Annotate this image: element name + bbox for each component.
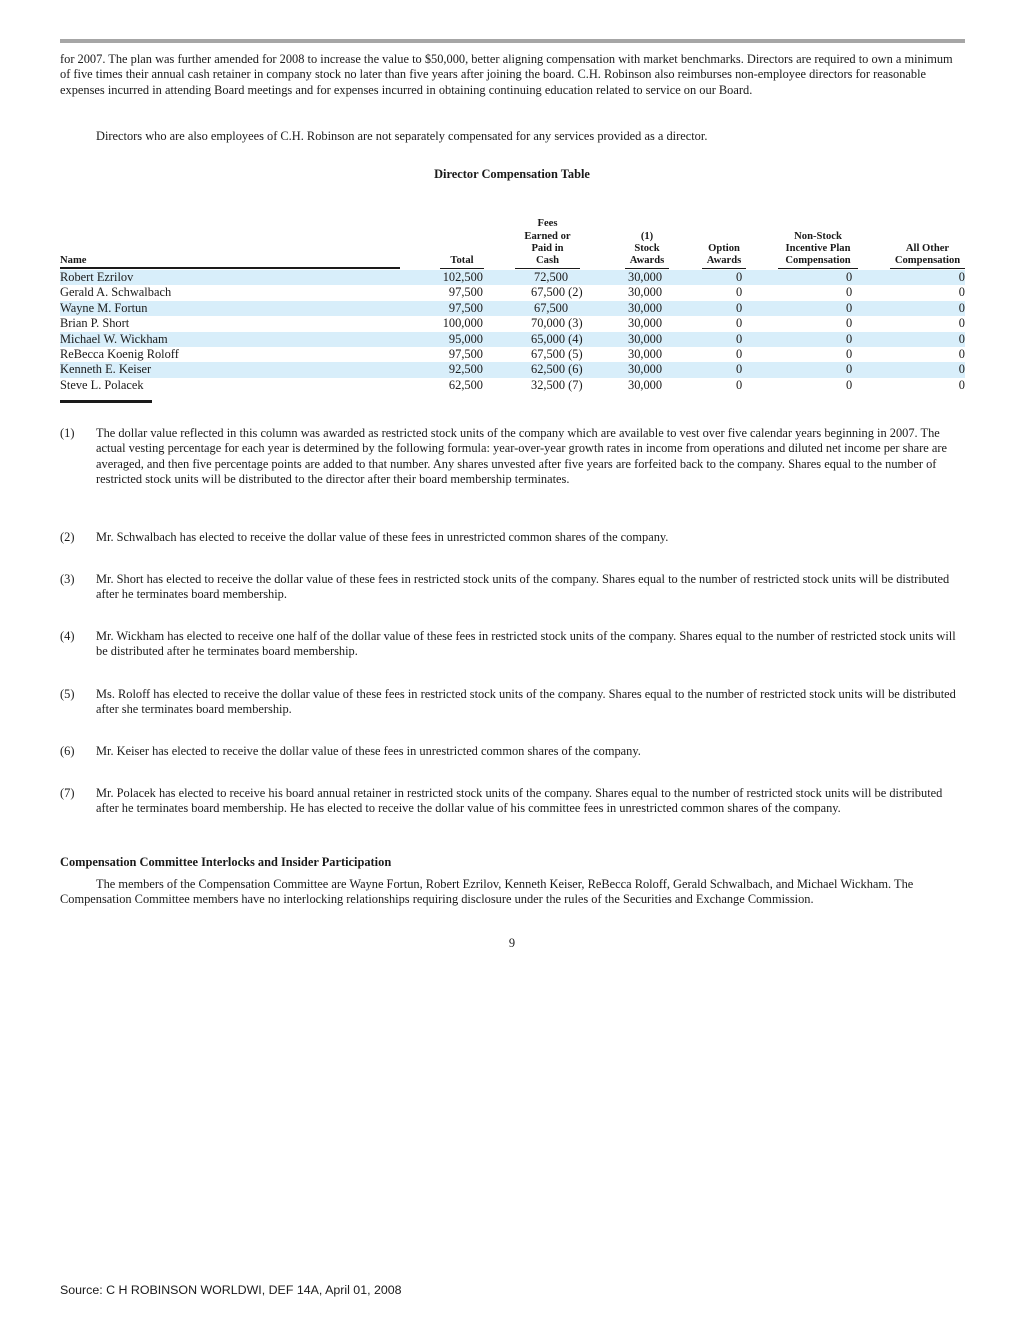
cell-total: 95,000 bbox=[448, 331, 483, 346]
header-stock-1: (1) bbox=[640, 230, 654, 242]
cell-name: Wayne M. Fortun bbox=[60, 300, 148, 315]
header-total: Total bbox=[440, 255, 484, 269]
cell-option: 0 bbox=[736, 316, 743, 331]
cell-nonstock: 0 bbox=[846, 347, 853, 361]
cell-option: 0 bbox=[736, 331, 743, 346]
footnote-6 bbox=[60, 744, 965, 759]
header-option-1: Option bbox=[708, 243, 740, 254]
cell-total: 100,000 bbox=[442, 316, 483, 331]
footnote-number: (2) bbox=[60, 530, 75, 544]
cell-other: 0 bbox=[958, 300, 965, 315]
cell-name: Robert Ezrilov bbox=[60, 270, 134, 284]
footnote-text: The dollar value reflected in this column was awarded as restricted stock units of the company which are available to vest over five calendar years beginning in 2007. The actual vesting percentage for each year is determined by the following formula: year-over-year growth rates in income from operations and diluted net income per share are averaged, and then five percentage points are added to that number. Any shares unvested after five years are forfeited back to the company. Shares equal to the number of restricted stock units will be distributed to the director after their board membership terminates. bbox=[96, 426, 948, 487]
cell-name: Michael W. Wickham bbox=[60, 331, 168, 346]
page-number: 9 bbox=[508, 936, 516, 950]
footnote-5 bbox=[60, 687, 965, 718]
cell-nonstock: 0 bbox=[846, 331, 853, 346]
footnote-text: Mr. Wickham has elected to receive one half of the dollar value of these fees in restricted stock units of the company. Shares equal to the number of restricted stock units will be distributed after he terminates board membership. bbox=[96, 629, 956, 659]
footnote-text: Mr. Keiser has elected to receive the dollar value of these fees in unrestricted common shares of the company. bbox=[96, 744, 641, 758]
header-fees-1: Fees bbox=[537, 218, 558, 229]
footnote-text: Ms. Roloff has elected to receive the dollar value of these fees in restricted stock units of the company. Shares equal to the number of restricted stock units will be distributed after she terminates board membership. bbox=[96, 687, 956, 717]
footnote-number: (6) bbox=[60, 744, 75, 758]
header-other-1: All Other bbox=[905, 243, 950, 254]
footnote-text: Mr. Schwalbach has elected to receive the dollar value of these fees in unrestricted common shares of the company. bbox=[96, 530, 669, 544]
cell-total: 102,500 bbox=[442, 270, 483, 284]
cell-other: 0 bbox=[958, 377, 965, 392]
cell-total: 97,500 bbox=[448, 347, 483, 361]
header-fees-3: Paid in bbox=[531, 243, 564, 254]
header-nonstock-3: Compensation bbox=[778, 255, 858, 269]
header-option-2: Awards bbox=[702, 255, 746, 269]
intro-paragraph-1: for 2007. The plan was further amended for 2008 to increase the value to $50,000, better aligning compensation with market benchmarks. Directors are required to own a minimum of five times their annual cash retainer in company stock no later than five years after joining the board. C.H. Robinson also reimburses non-employee directors for reasonable expenses incurred in attending Board meetings and for expenses incurred in obtaining continuing education related to service on our Board. bbox=[60, 52, 953, 97]
cell-option: 0 bbox=[736, 347, 743, 361]
footnote-divider bbox=[60, 400, 152, 403]
committee-paragraph: The members of the Compensation Committee are Wayne Fortun, Robert Ezrilov, Kenneth Keiser, ReBecca Roloff, Gerald Schwalbach, and Michael Wickham. The Compensation Committee members have no interlocking relationships requiring disclosure under the rules of the Securities and Exchange Commission. bbox=[60, 877, 914, 907]
intro-paragraph-2: Directors who are also employees of C.H. Robinson are not separately compensated for any services provided as a director. bbox=[96, 129, 708, 143]
cell-stock: 30,000 bbox=[628, 300, 663, 315]
footnote-number: (1) bbox=[60, 426, 75, 440]
top-divider bbox=[60, 39, 965, 43]
cell-other: 0 bbox=[958, 270, 965, 284]
cell-fees: 65,000 (4) bbox=[531, 331, 583, 346]
footnote-text: Mr. Short has elected to receive the dollar value of these fees in restricted stock units of the company. Shares equal to the number of restricted stock units will be distributed after he terminates board membership. bbox=[96, 572, 950, 602]
header-stock-2: Stock bbox=[634, 243, 660, 254]
footnote-text: Mr. Polacek has elected to receive his board annual retainer in restricted stock units of the company. Shares equal to the number of restricted stock units will be distributed after he terminates board membership. He has elected to receive the dollar value of his committee fees in unrestricted common shares of the company. bbox=[96, 786, 943, 816]
cell-fees: 32,500 (7) bbox=[531, 377, 583, 392]
table-row bbox=[60, 316, 965, 331]
header-stock-3: Awards bbox=[625, 255, 669, 269]
header-nonstock-1: Non-Stock bbox=[794, 230, 842, 242]
cell-name: Gerald A. Schwalbach bbox=[60, 285, 172, 300]
table-row bbox=[60, 285, 965, 300]
footnote-2 bbox=[60, 530, 965, 545]
table-row bbox=[60, 362, 965, 377]
cell-name: Kenneth E. Keiser bbox=[60, 362, 152, 377]
cell-stock: 30,000 bbox=[628, 377, 663, 392]
header-nonstock-2: Incentive Plan bbox=[785, 243, 851, 254]
cell-fees: 67,500 (2) bbox=[531, 285, 583, 300]
committee-heading: Compensation Committee Interlocks and Insider Participation bbox=[60, 855, 392, 869]
cell-option: 0 bbox=[736, 377, 743, 392]
cell-other: 0 bbox=[958, 285, 965, 300]
footnote-number: (4) bbox=[60, 629, 75, 643]
table-row bbox=[60, 270, 965, 285]
header-fees-2: Earned or bbox=[524, 230, 571, 242]
cell-total: 97,500 bbox=[448, 285, 483, 300]
cell-nonstock: 0 bbox=[846, 285, 853, 300]
header-fees-4: Cash bbox=[515, 255, 580, 269]
cell-other: 0 bbox=[958, 331, 965, 346]
cell-total: 62,500 bbox=[448, 377, 483, 392]
cell-fees: 70,000 (3) bbox=[531, 316, 583, 331]
cell-nonstock: 0 bbox=[846, 362, 853, 377]
footnote-number: (3) bbox=[60, 572, 75, 586]
cell-stock: 30,000 bbox=[628, 362, 663, 377]
cell-other: 0 bbox=[958, 347, 965, 361]
footnote-number: (7) bbox=[60, 786, 75, 800]
footnote-1 bbox=[60, 426, 965, 488]
cell-name: ReBecca Koenig Roloff bbox=[60, 347, 179, 361]
table-row bbox=[60, 332, 965, 347]
cell-total: 97,500 bbox=[448, 300, 483, 315]
footnote-number: (5) bbox=[60, 687, 75, 701]
header-name: Name bbox=[60, 255, 400, 269]
cell-stock: 30,000 bbox=[628, 270, 663, 284]
cell-stock: 30,000 bbox=[628, 347, 663, 361]
cell-fees: 67,500 bbox=[534, 300, 569, 315]
cell-stock: 30,000 bbox=[628, 285, 663, 300]
table-row bbox=[60, 378, 965, 393]
cell-fees: 62,500 (6) bbox=[531, 362, 583, 377]
cell-option: 0 bbox=[736, 270, 743, 284]
footnote-4 bbox=[60, 629, 965, 660]
table-row bbox=[60, 301, 965, 316]
header-other-2: Compensation bbox=[890, 255, 965, 269]
cell-option: 0 bbox=[736, 362, 743, 377]
cell-option: 0 bbox=[736, 300, 743, 315]
footnote-7 bbox=[60, 786, 965, 817]
cell-name: Brian P. Short bbox=[60, 316, 130, 331]
cell-nonstock: 0 bbox=[846, 316, 853, 331]
cell-nonstock: 0 bbox=[846, 377, 853, 392]
cell-name: Steve L. Polacek bbox=[60, 377, 144, 392]
cell-other: 0 bbox=[958, 362, 965, 377]
footnote-3 bbox=[60, 572, 965, 603]
table-row bbox=[60, 347, 965, 362]
cell-fees: 67,500 (5) bbox=[531, 347, 583, 361]
cell-nonstock: 0 bbox=[846, 270, 853, 284]
cell-stock: 30,000 bbox=[628, 316, 663, 331]
cell-other: 0 bbox=[958, 316, 965, 331]
cell-nonstock: 0 bbox=[846, 300, 853, 315]
source-footer: Source: C H ROBINSON WORLDWI, DEF 14A, April 01, 2008 bbox=[60, 1283, 402, 1297]
table-title: Director Compensation Table bbox=[434, 167, 590, 181]
cell-option: 0 bbox=[736, 285, 743, 300]
cell-total: 92,500 bbox=[448, 362, 483, 377]
cell-fees: 72,500 bbox=[534, 270, 569, 284]
cell-stock: 30,000 bbox=[628, 331, 663, 346]
